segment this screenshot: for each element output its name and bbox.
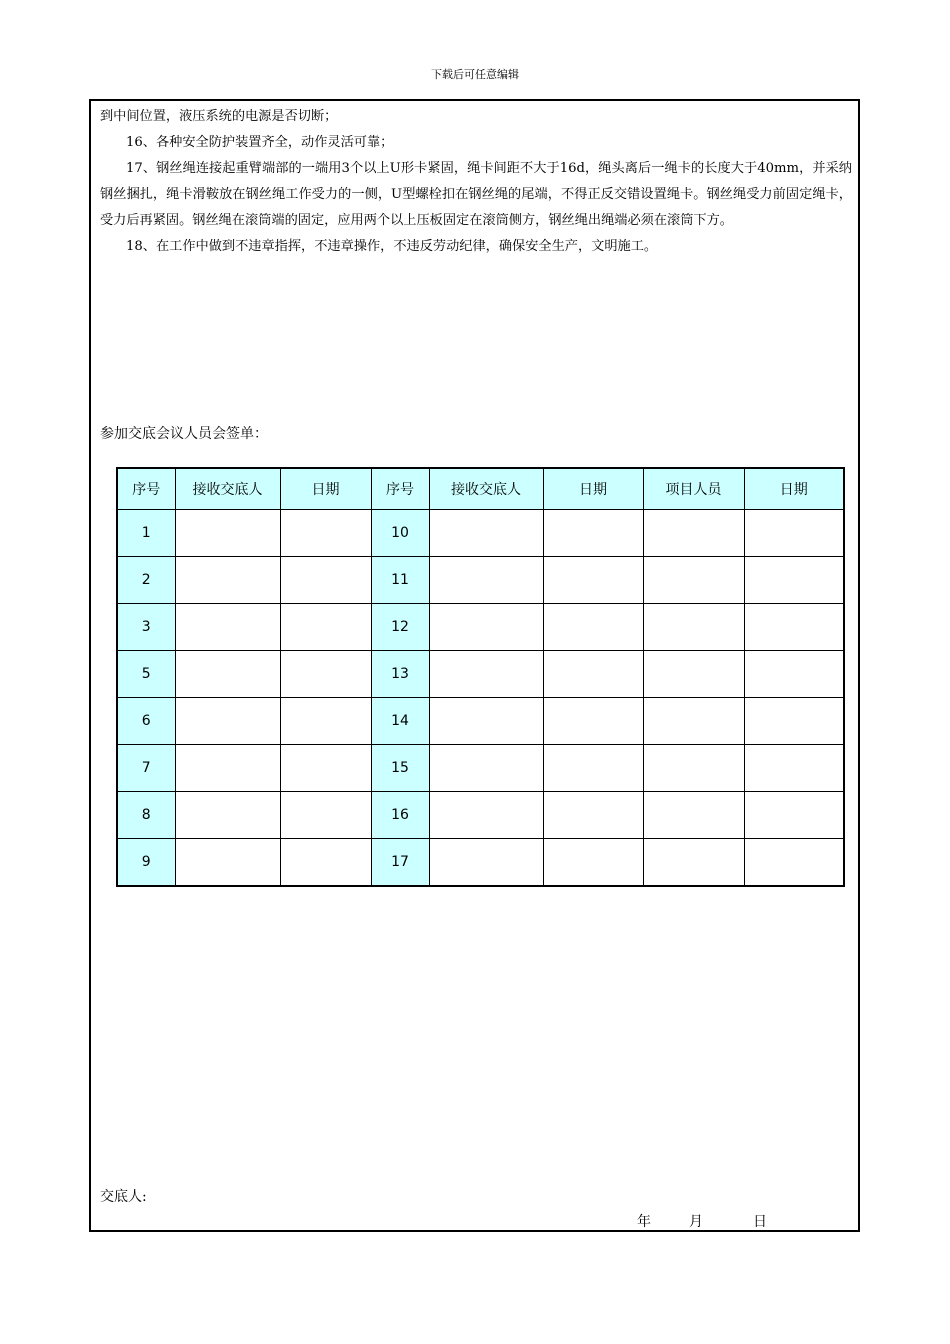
row-seq-left: 3 <box>117 604 175 651</box>
receiver-cell[interactable] <box>175 604 280 651</box>
row-seq-left: 6 <box>117 698 175 745</box>
table-row <box>117 792 844 839</box>
date-cell[interactable] <box>744 792 844 839</box>
project-staff-cell[interactable] <box>643 557 744 604</box>
row-seq-right: 12 <box>371 604 429 651</box>
table-row <box>117 510 844 557</box>
header-project-staff: 项目人员 <box>643 468 744 510</box>
date-cell[interactable] <box>744 745 844 792</box>
row-seq-right: 15 <box>371 745 429 792</box>
table-body <box>117 510 844 887</box>
receiver-cell[interactable] <box>429 839 543 887</box>
signature-date <box>637 1211 767 1231</box>
date-cell[interactable] <box>280 698 371 745</box>
date-cell[interactable] <box>744 557 844 604</box>
project-staff-cell[interactable] <box>643 792 744 839</box>
row-seq-right: 16 <box>371 792 429 839</box>
date-cell[interactable] <box>543 651 643 698</box>
date-cell[interactable] <box>543 604 643 651</box>
header-date: 日期 <box>543 468 643 510</box>
sign-in-table <box>116 467 845 887</box>
table-row <box>117 651 844 698</box>
date-cell[interactable] <box>280 745 371 792</box>
date-cell[interactable] <box>744 604 844 651</box>
day-label: 日 <box>753 1214 767 1230</box>
receiver-cell[interactable] <box>175 510 280 557</box>
receiver-cell[interactable] <box>175 745 280 792</box>
date-cell[interactable] <box>280 651 371 698</box>
date-cell[interactable] <box>744 651 844 698</box>
table-row <box>117 745 844 792</box>
row-seq-right: 13 <box>371 651 429 698</box>
header-seq: 序号 <box>371 468 429 510</box>
date-cell[interactable] <box>543 510 643 557</box>
date-cell[interactable] <box>744 510 844 557</box>
briefing-giver-label: 交底人: <box>100 1189 147 1205</box>
row-seq-left: 9 <box>117 839 175 887</box>
row-seq-left: 7 <box>117 745 175 792</box>
row-seq-right: 10 <box>371 510 429 557</box>
receiver-cell[interactable] <box>429 510 543 557</box>
receiver-cell[interactable] <box>429 651 543 698</box>
date-cell[interactable] <box>543 839 643 887</box>
date-cell[interactable] <box>543 557 643 604</box>
clause-18: 18、在工作中做到不违章指挥，不违章操作，不违反劳动纪律，确保安全生产，文明施工。 <box>126 239 658 254</box>
receiver-cell[interactable] <box>175 698 280 745</box>
row-seq-left: 5 <box>117 651 175 698</box>
document-frame <box>89 99 860 1232</box>
receiver-cell[interactable] <box>175 651 280 698</box>
sign-sheet-label: 参加交底会议人员会签单： <box>100 426 268 442</box>
header-note: 下载后可任意编辑 <box>431 68 519 81</box>
project-staff-cell[interactable] <box>643 839 744 887</box>
receiver-cell[interactable] <box>429 745 543 792</box>
date-cell[interactable] <box>280 604 371 651</box>
project-staff-cell[interactable] <box>643 510 744 557</box>
date-cell[interactable] <box>543 792 643 839</box>
date-cell[interactable] <box>543 698 643 745</box>
clause-16: 16、各种安全防护装置齐全，动作灵活可靠； <box>126 135 394 150</box>
row-seq-left: 1 <box>117 510 175 557</box>
year-label: 年 <box>637 1214 651 1230</box>
table-row <box>117 557 844 604</box>
row-seq-left: 8 <box>117 792 175 839</box>
date-cell[interactable] <box>744 839 844 887</box>
date-cell[interactable] <box>280 792 371 839</box>
header-receiver: 接收交底人 <box>429 468 543 510</box>
month-label: 月 <box>689 1214 703 1230</box>
date-cell[interactable] <box>543 745 643 792</box>
receiver-cell[interactable] <box>429 698 543 745</box>
receiver-cell[interactable] <box>175 839 280 887</box>
receiver-cell[interactable] <box>429 604 543 651</box>
row-seq-right: 14 <box>371 698 429 745</box>
date-cell[interactable] <box>280 557 371 604</box>
table-row <box>117 604 844 651</box>
table-header-row <box>117 468 844 510</box>
header-seq: 序号 <box>117 468 175 510</box>
date-cell[interactable] <box>744 698 844 745</box>
receiver-cell[interactable] <box>429 557 543 604</box>
project-staff-cell[interactable] <box>643 745 744 792</box>
row-seq-right: 11 <box>371 557 429 604</box>
project-staff-cell[interactable] <box>643 651 744 698</box>
receiver-cell[interactable] <box>175 557 280 604</box>
safety-clauses <box>100 104 852 260</box>
table-row <box>117 839 844 887</box>
project-staff-cell[interactable] <box>643 698 744 745</box>
date-cell[interactable] <box>280 839 371 887</box>
clause-continuation: 到中间位置，液压系统的电源是否切断； <box>100 109 338 124</box>
header-date: 日期 <box>744 468 844 510</box>
row-seq-right: 17 <box>371 839 429 887</box>
row-seq-left: 2 <box>117 557 175 604</box>
receiver-cell[interactable] <box>429 792 543 839</box>
header-date: 日期 <box>280 468 371 510</box>
header-receiver: 接收交底人 <box>175 468 280 510</box>
clause-17: 17、钢丝绳连接起重臂端部的一端用3个以上U形卡紧固，绳卡间距不大于16d，绳头离后一绳卡的长度大于40mm，并采纳钢丝捆扎，绳卡滑鞍放在钢丝绳工作受力的一侧，U型螺栓扣在钢丝绳的尾端，不得正反交错设置绳卡。钢丝绳受力前固定绳卡，受力后再紧固。钢丝绳在滚筒端的固定，应用两个以上压板固定在滚筒侧方，钢丝绳出绳端必须在滚筒下方。 <box>100 161 852 228</box>
receiver-cell[interactable] <box>175 792 280 839</box>
date-cell[interactable] <box>280 510 371 557</box>
table-row <box>117 698 844 745</box>
project-staff-cell[interactable] <box>643 604 744 651</box>
